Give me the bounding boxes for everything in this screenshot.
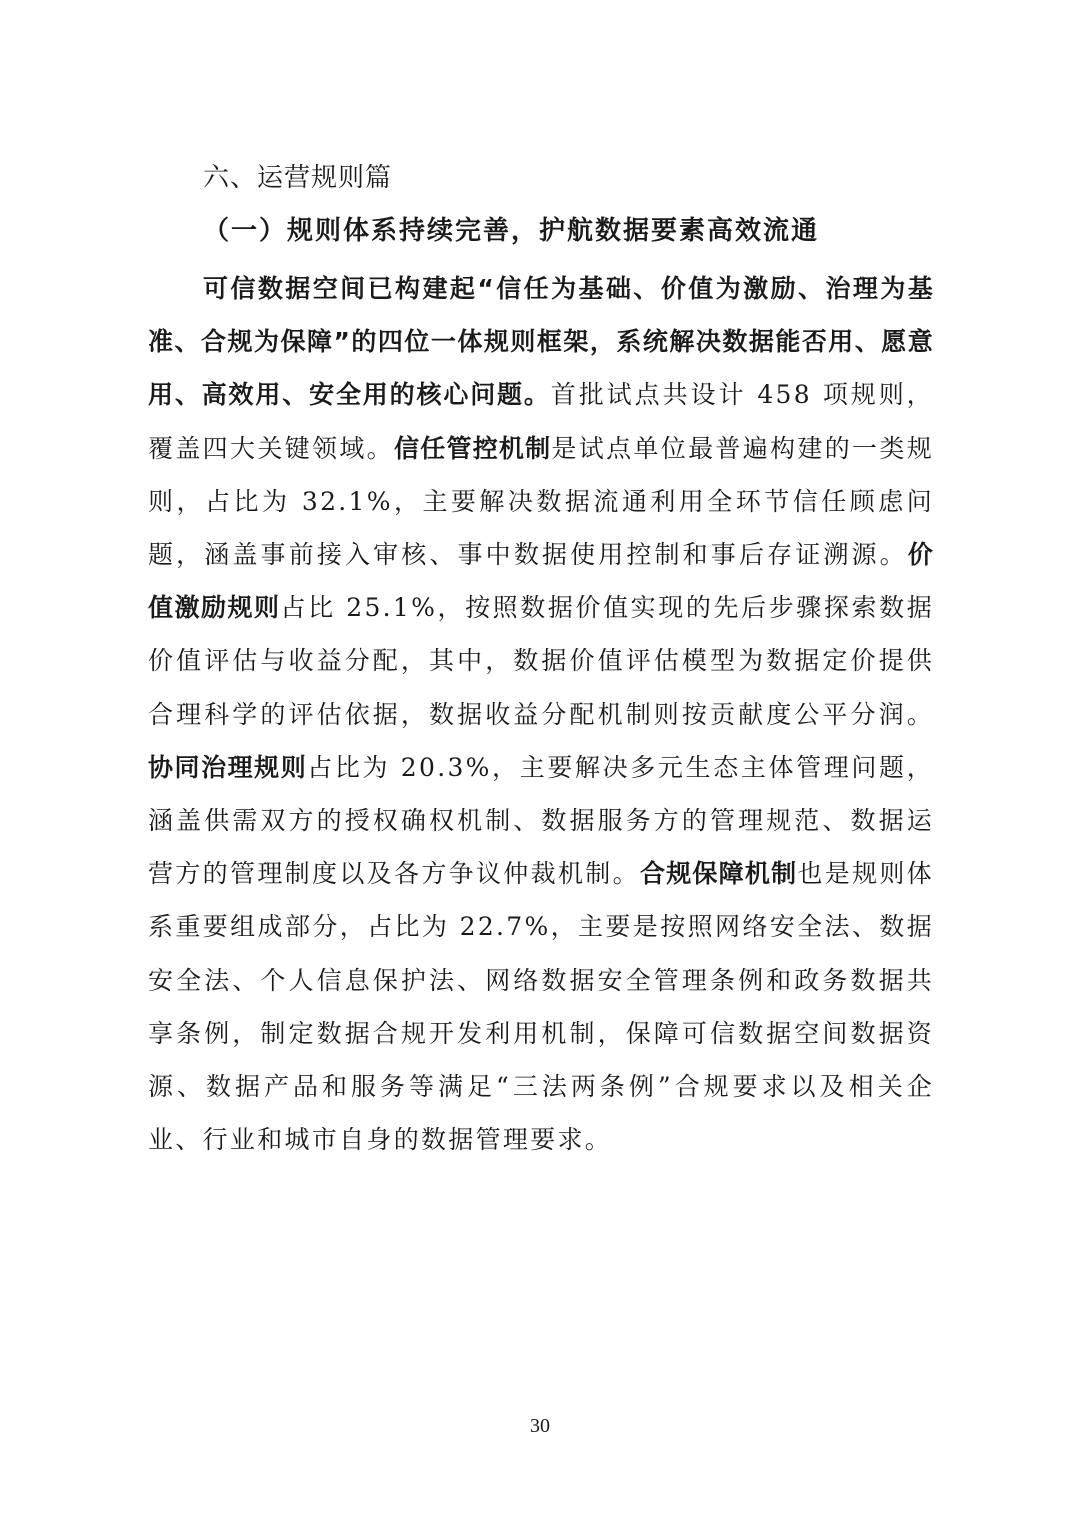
- page-number: 30: [530, 1415, 550, 1437]
- text-run: 也是规则体系重要组成部分，占比为 22.7%，主要是按照网络安全法、数据安全法、个人信息保护法、网络数据安全管理条例和政务数据共享条例，制定数据合规开发利用机制，保障可信数据空间数据资源、数据产品和服务等满足“三法两条例”合规要求以及相关企业、行业和城市自身的数据管理要求。: [148, 859, 934, 1155]
- subsection-title: （一）规则体系持续完善，护航数据要素高效流通: [203, 216, 820, 246]
- term-compliance-guarantee: 合规保障机制: [639, 859, 798, 889]
- text-run: 是试点单位最普遍构建的一类规则，占比为 32.1%，主要解决数据流通利用全环节信任顾虑问题，涵盖事前接入审核、事中数据使用控制和事后存证溯源。: [148, 433, 935, 570]
- term-trust-control: 信任管控机制: [394, 433, 552, 463]
- text-run: 占比 25.1%，按照数据价值实现的先后步骤探索数据价值评估与收益分配，其中，数据价值评估模型为数据定价提供合理科学的评估依据，数据收益分配机制则按贡献度公平分润。: [148, 593, 934, 729]
- section-title: 六、运营规则篇: [203, 163, 393, 193]
- body-paragraph: [148, 262, 934, 1166]
- term-value-incentive: 价值激励规则: [148, 540, 934, 623]
- text-run: 占比为 20.3%，主要解决多元生态主体管理问题，涵盖供需双方的授权确权机制、数据服务方的管理规范、数据运营方的管理制度以及各方争议仲裁机制。: [148, 752, 934, 889]
- term-collaborative-governance: 协同治理规则: [148, 752, 308, 782]
- lead-sentence-bold: 可信数据空间已构建起“信任为基础、价值为激励、治理为基准、合规为保障”的四位一体规则框架，系统解决数据能否用、愿意用、高效用、安全用的核心问题。: [148, 274, 934, 410]
- text-run: 首批试点共设计 458 项规则，覆盖四大关键领域。: [148, 380, 934, 463]
